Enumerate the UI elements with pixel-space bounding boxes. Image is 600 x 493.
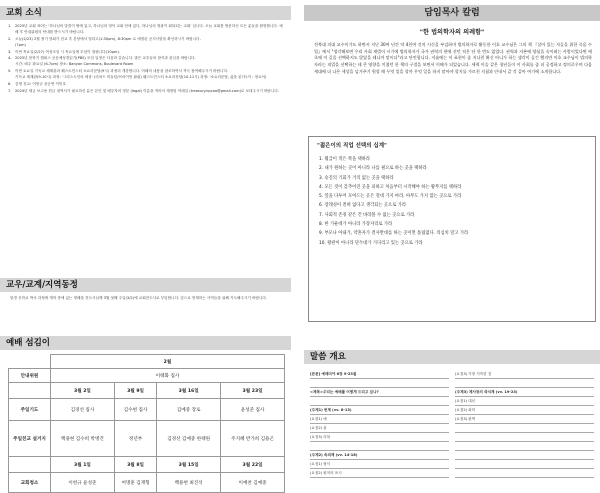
- sermon-line: [310, 379, 449, 388]
- sermon-line: (요점2) 율: [310, 424, 449, 433]
- roster-cell: 김경선 집사: [51, 399, 115, 421]
- roster-cell: 이헌규 윤성준: [51, 473, 115, 493]
- sermon-line: [310, 442, 449, 451]
- sermon-line: (요점2) 원칙의 표시: [310, 469, 449, 478]
- rule-item: 3. 승진의 기회가 거의 없는 곳을 택하라: [319, 175, 394, 181]
- rule-item: 1. 월급이 적은 쪽을 택하라: [319, 157, 371, 162]
- roster-date: 3월 8일: [114, 457, 156, 473]
- roster-month: 2월: [51, 355, 285, 369]
- roster-cell: 이태화 집사: [51, 369, 285, 383]
- roster-role: [9, 457, 51, 473]
- roster-date: 3월 16일: [157, 383, 221, 399]
- roster-role: 안내위원: [9, 369, 51, 383]
- roster-date: 3월 1일: [51, 457, 115, 473]
- roster-cell: 윤성준 집사: [221, 399, 285, 421]
- sermon-line: (주제1) 번제 (vv. 8-13): [310, 406, 449, 415]
- sermon-line: [455, 460, 594, 469]
- roster-cell: 백용현 김수희 박병건: [51, 421, 115, 457]
- column-title: "한 법의학자의 의례함": [419, 29, 485, 36]
- column-body: 전북대 의대 교수이기도 하면서 지난 30여 년간 약 4천여 건의 시신을 부검하며 법의학자로 활동한 이호 교수님은 그의 책 『살아 있는 자들을 위한 죽음 수업』에서 "생각해보면 우리 사회 재벌이 시기에 법의학자가 국가 권력의 편에 선던 적은 단 한 번도 없었다. 권력과 자본에 양심을 속이려는 사람이었다면 애초에 이 길을 선택하지도 않았을 테니까 말이다"라고 단언합니다. 저술에는 이 표현이 좀 지나친 확신 아니가 하는 생각이 들긴 했지만 이호 교수님이 법의학자라는 직업을 선택하는 데 큰 영향을 끼쳤던 한 책의 구절을 보면서 이해가 되었습니다. 세력 이슬 같은 청년들이 이 사회를 좀 더 공정하고 정의로우며 다음 세대에 더 나은 세상을 넘겨주기 원할 때 무엇 일을 할까 무엇 일을 하지 말아야 할지를 가르친 지침과 안내서 같 것 같아 여기에 소개합니다.: [314, 42, 592, 74]
- notice-list: [0, 20, 291, 196]
- left-column: [0, 0, 291, 493]
- sermon-line: (요점1) 예: [310, 415, 449, 424]
- right-column: [304, 0, 600, 142]
- notice-item: 2. 오늘(2/23) 2월 정기 당회가 친교 후 본당에서 열리고(1:30pm), 8:30pm 로 예정된 공지사항을 확인하시기 바랍니다. (7pm): [8, 36, 201, 47]
- roster-date: 3월 15일: [157, 457, 221, 473]
- roster-cell: 여명훈 김재형: [114, 473, 156, 493]
- notice-item: 6. 감명 친교: 이헌규 윤승연 이민호: [8, 81, 66, 86]
- roster-date: 3월 22일: [221, 457, 285, 473]
- sermon-line: (주제3) 제사장의 죽식제 (vv. 19-23): [455, 388, 594, 397]
- sermon-line: [본문] 예레미야 6장 9-23절: [310, 370, 449, 379]
- sermon-line: [455, 451, 594, 460]
- notice-item: 7. 2024년 세금 보고용 헌금 내역서가 필요하신 분은 본인 및 배우자의 영문 (legal) 이름을 적어서 재정팀 이메일 (treasury.kpcaa@gmail.com)로 보내주시기 바랍니다.: [8, 88, 279, 93]
- rules-list: [309, 153, 595, 250]
- roster-date: 3월 9일: [114, 383, 156, 399]
- roster-date: 3월 23일: [221, 383, 285, 399]
- roster-corner: [9, 355, 51, 369]
- sermon-line: [455, 433, 594, 442]
- notice-item: 3. 이번 목요일(2/27) 여성모임 시 목요일에 모임이 열립니다(10pm).: [8, 49, 120, 54]
- roster-cell: 김예중 장로: [157, 399, 221, 421]
- roster-cell: 주지혜 반가희 김용곤: [221, 421, 285, 457]
- roster-table: [8, 354, 285, 493]
- sermon-right-col: [455, 370, 594, 478]
- sermon-section: [304, 350, 600, 478]
- pastor-header: 담임목사 칼럼: [304, 5, 600, 21]
- rule-item: 2. 내가 원하는 곳이 아니라 나를 필요로 하는 곳을 택하라: [319, 166, 427, 172]
- roster-cell: 이예찬 김예중: [221, 473, 285, 493]
- roster-role: 주일친교 설거지: [9, 421, 51, 457]
- sermon-line: [455, 469, 594, 478]
- roster-cell: 백용현 최진석: [157, 473, 221, 493]
- notice-item: 1. 2025년 교회 표어는 '하나님의 말씀이 땅에 있고, 하나님의 영이 교회 안에 있다, 하나님의 영광이 회복되는 교회' 입니다. 오늘 교회를 방문하신 모든 분들을 환영합니다. 예배 후 안내위원의 안내를 받으시기 바랍니다.: [8, 24, 283, 35]
- roster-cell: 김경선 김예중 한태원: [157, 421, 221, 457]
- sermon-line: [310, 397, 449, 406]
- rules-title: "젊은이의 직업 선택의 십계": [317, 143, 387, 149]
- rule-item: 7. 사회적 존경 같은 건 바라볼 수 없는 곳으로 가라: [319, 212, 415, 218]
- sermon-line: (요점3) 의복: [310, 433, 449, 442]
- roster-role: [9, 383, 51, 399]
- notice-item: 4. 2025년 봄학기 캠퍼스 공동체성경읽기(PBS) 모임 일정은 다음과 같습니다. 많은 교우들의 참석과 관심을 바랍니다. 시간: 매주 화요일 (6-7pm) 장소: Banyan Commons, Boulevard Room: [8, 56, 196, 67]
- notice-item: 5. 이번 토요일 기독교 세계관과 웨스트민스터 소요리문답(9시) 과정의 개강합니다. 아래의 내용을 참조하여서 적극 참여해주시기 바랍니다. 기독교 세계관(9-10시) 과정: '그리스도인의 세상' (리처드 미들턴/브라이언 왈쉬) 웨스트민스터 소요리문답(10-11시) 과정: '소요리문답, 삶을 읽다'(이 : 정요석): [8, 69, 267, 80]
- rule-item: 6. 장래성이 전혀 없다고 생각되는 곳으로 가라: [319, 203, 407, 209]
- rules-box: [308, 136, 596, 322]
- rule-item: 5. 앞을 다투어 모여드는 곳은 절대 가지 마라. 아무도 가지 않는 곳으로 가라: [319, 194, 462, 200]
- roster-role: 주일기도: [9, 399, 51, 421]
- sermon-line: (주제2) 속죄제 (vv. 14-18): [310, 451, 449, 460]
- sermon-line: (요점1) 대신: [455, 397, 594, 406]
- roster-date: 3월 2일: [51, 383, 115, 399]
- roster-cell: 정년부: [114, 421, 156, 457]
- rule-item: 8. 한 가운데가 아니라 가장자리로 가라: [319, 222, 393, 228]
- sermon-header: 말씀 개요: [304, 350, 600, 364]
- roster-cell: 김수현 집사: [114, 399, 156, 421]
- roster-table-wrap: [0, 350, 291, 493]
- prayer-header: 교우/교계/지역동정: [0, 278, 291, 292]
- sermon-left-col: [310, 370, 449, 478]
- sermon-line: (요점3) 완벽: [455, 415, 594, 424]
- sermon-grid: [304, 364, 600, 478]
- sermon-line: (요점2) 최미: [455, 406, 594, 415]
- roster-header: 예배 섬김이: [0, 336, 291, 350]
- sermon-line: (요점1) 형식: [310, 460, 449, 469]
- sermon-line: (요점3) 가장 거룩한 것: [455, 370, 594, 379]
- sermon-line: [455, 379, 594, 388]
- roster-role: 교회청소: [9, 473, 51, 493]
- prayer-text: 함경 신학교 박사 과정에 재학 중에 있는 정배을 전도사님께 3월 첫째 주일(3/2)에 교회전도사로 부임합니다. 앞으로 헌계하는 사역들을 위해 기도해주시기 바랍니다.: [10, 296, 268, 300]
- rule-item: 4. 모든 것이 갖추어진 곳을 피하고 처음부터 시작해야 하는 황무지를 택하라: [319, 184, 462, 190]
- sermon-line: [455, 424, 594, 433]
- sermon-line: <제목>우리는 예배를 어떻게 드리고 있나?: [310, 388, 449, 397]
- sermon-line: [455, 442, 594, 451]
- rule-item: 9. 부모나 아내가, 약혼자가 결사반대를 하는 곳이면 틀림없다. 의심치 말고 가라: [319, 231, 469, 237]
- notices-header: 교회 소식: [0, 6, 291, 20]
- rule-item: 10. 왕관이 아니라 단두대가 기다리고 있는 곳으로 가라: [319, 240, 423, 246]
